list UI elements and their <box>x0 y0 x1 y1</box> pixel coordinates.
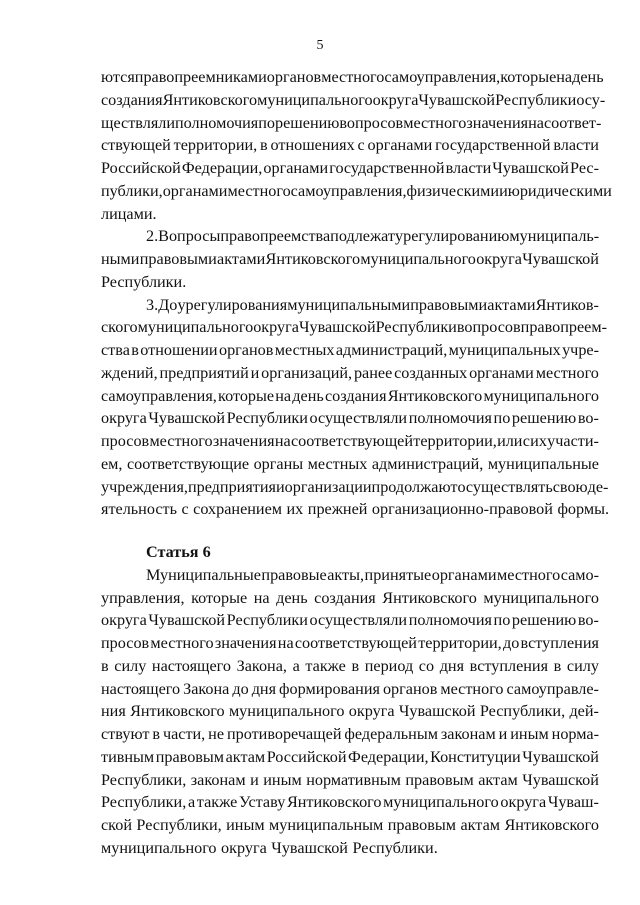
text-line: 2. Вопросы правопреемства подлежат урегулированию муниципаль- <box>146 227 600 246</box>
paragraph-3 <box>101 294 610 522</box>
document-body <box>101 66 612 860</box>
text-line: управления, которые на день создания Янтиковского муниципального <box>101 588 599 607</box>
paragraph-2 <box>101 225 599 293</box>
text-line: ствующей территории, в отношениях с органами государственной власти <box>101 136 599 155</box>
text-line: ской Республики, иным муниципальным правовым актам Янтиковского <box>101 816 599 834</box>
text-line: муниципального округа Чувашской Республики. <box>101 838 438 857</box>
page-number: 5 <box>316 38 324 53</box>
text-line: Республики, а также Уставу Янтиковского муниципального округа Чуваш- <box>101 793 599 812</box>
text-line: округа Чувашской Республики осуществляли полномочия по решению во- <box>101 409 599 428</box>
text-line: ными правовыми актами Янтиковского муниципального округа Чувашской <box>101 250 599 268</box>
text-line: Республики. <box>101 272 187 291</box>
text-line: публики, органами местного самоуправления, физическими и юридическими <box>101 181 612 200</box>
text-line: ствуют в части, не противоречащей федеральным законам и иным норма- <box>101 725 599 743</box>
text-line: ждений, предприятий и организаций, ранее созданных органами местного <box>101 363 599 382</box>
text-line: Муниципальные правовые акты, принятые органами местного само- <box>146 565 599 584</box>
text-line: ются правопреемниками органов местного самоуправления, которые на день <box>101 68 604 86</box>
text-line: ществляли полномочия по решению вопросов местного значения на соответ- <box>101 113 602 132</box>
text-line: создания Янтиковского муниципального округа Чувашской Республики осу- <box>101 90 606 109</box>
paragraph-continuation <box>101 66 612 225</box>
text-line: 3. До урегулирования муниципальными правовыми актами Янтиков- <box>146 295 599 314</box>
text-line: ского муниципального округа Чувашской Республики вопросов правопреем- <box>101 318 607 337</box>
article-6-paragraph <box>101 564 599 860</box>
text-line: лицами. <box>101 204 157 223</box>
text-line: просов местного значения на соответствующей территории, или с их участи- <box>101 432 599 450</box>
article-6-heading: Статья 6 <box>146 543 211 561</box>
text-line: Республики, законам и иным нормативным правовым актам Чувашской <box>101 770 599 789</box>
text-line: ства в отношении органов местных администраций, муниципальных учре- <box>101 341 599 359</box>
text-line: в силу настоящего Закона, а также в период со дня вступления в силу <box>101 656 599 675</box>
text-line: ем, соответствующие органы местных администраций, муниципальные <box>101 454 599 473</box>
text-line: тивным правовым актам Российской Федерации, Конституции Чувашской <box>101 747 599 766</box>
text-line: настоящего Закона до дня формирования органов местного самоуправле- <box>101 679 599 698</box>
text-line: ятельность с сохранением их прежней организационно-правовой формы. <box>101 500 610 519</box>
text-line: самоуправления, которые на день создания Янтиковского муниципального <box>101 386 599 405</box>
text-line: Российской Федерации, органами государственной власти Чувашской Рес- <box>101 159 599 177</box>
text-line: округа Чувашской Республики осуществляли полномочия по решению во- <box>101 611 599 630</box>
text-line: просов местного значения на соответствующей территории, до вступления <box>101 634 599 652</box>
text-line: ния Янтиковского муниципального округа Чувашской Республики, дей- <box>101 702 599 721</box>
text-line: учреждения, предприятия и организации продолжают осуществлять свою де- <box>101 477 609 496</box>
